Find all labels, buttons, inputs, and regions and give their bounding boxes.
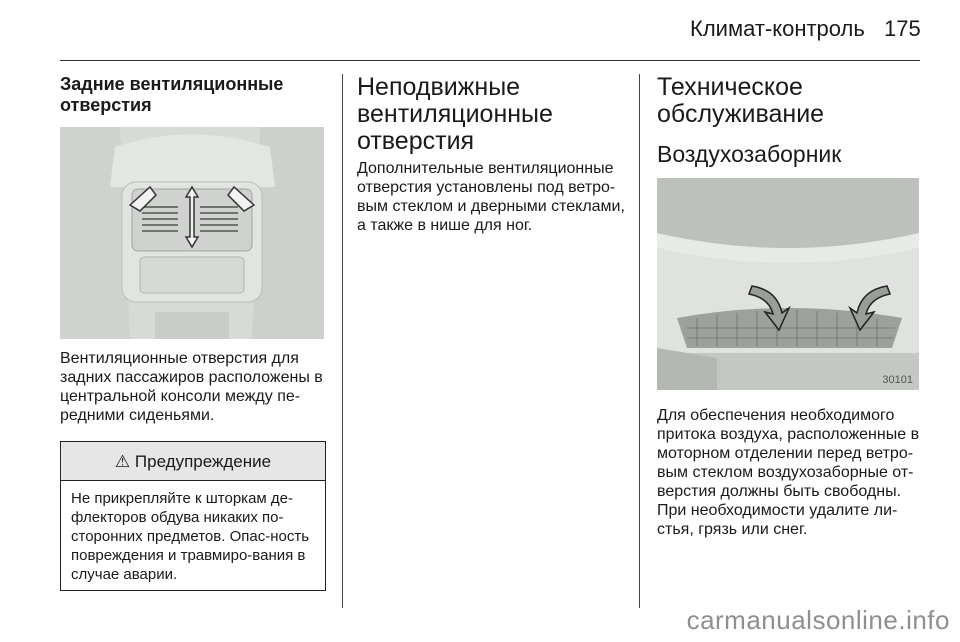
rear-vents-illustration — [60, 127, 324, 339]
rear-vents-photo — [60, 127, 324, 339]
watermark: carmanualsonline.info — [686, 605, 950, 635]
air-intake-illustration — [657, 178, 919, 390]
header-title: Климат-контроль — [690, 16, 865, 41]
column-divider-2 — [639, 74, 640, 608]
column-fixed-vents — [357, 74, 627, 235]
column-rear-vents — [60, 74, 326, 591]
column-divider-1 — [342, 74, 343, 608]
air-intake-text: Для обеспечения необходимого притока воздуха, расположенные в моторном отделении перед ветро-вым стеклом воздухозаборные от-верстия должны быть свободны. При необходимости удалите ли-стья, грязь или снег. — [657, 407, 920, 538]
maintenance-heading: Техническое обслуживание — [657, 73, 825, 128]
warning-text: Не прикрепляйте к шторкам де-флекторов обдува никаких по-сторонних предметов. Опас-ность повреждения и травмиро-вания в случае аварии. — [71, 490, 310, 583]
warning-header — [61, 442, 325, 481]
air-intake-photo — [657, 178, 919, 390]
rear-vents-heading: Задние вентиляционные отверстия — [60, 74, 284, 115]
rear-vents-text: Вентиляционные отверстия для задних пассажиров расположены в центральной консоли между пе-редними сиденьями. — [60, 350, 323, 424]
header-rule — [60, 60, 920, 61]
warning-triangle-icon: ⚠ — [114, 452, 131, 471]
fixed-vents-heading: Неподвижные вентиляционные отверстия — [357, 73, 553, 155]
figure-number: 30101 — [882, 374, 913, 386]
column-maintenance — [657, 74, 923, 539]
warning-box — [60, 441, 326, 591]
warning-title: Предупреждение — [134, 452, 272, 471]
air-intake-subheading: Воздухозаборник — [657, 141, 842, 167]
page-number: 175 — [884, 16, 921, 41]
fixed-vents-text: Дополнительные вентиляционные отверстия установлены под ветро-вым стеклом и дверными стеклами, а также в нише для ног. — [357, 160, 625, 234]
